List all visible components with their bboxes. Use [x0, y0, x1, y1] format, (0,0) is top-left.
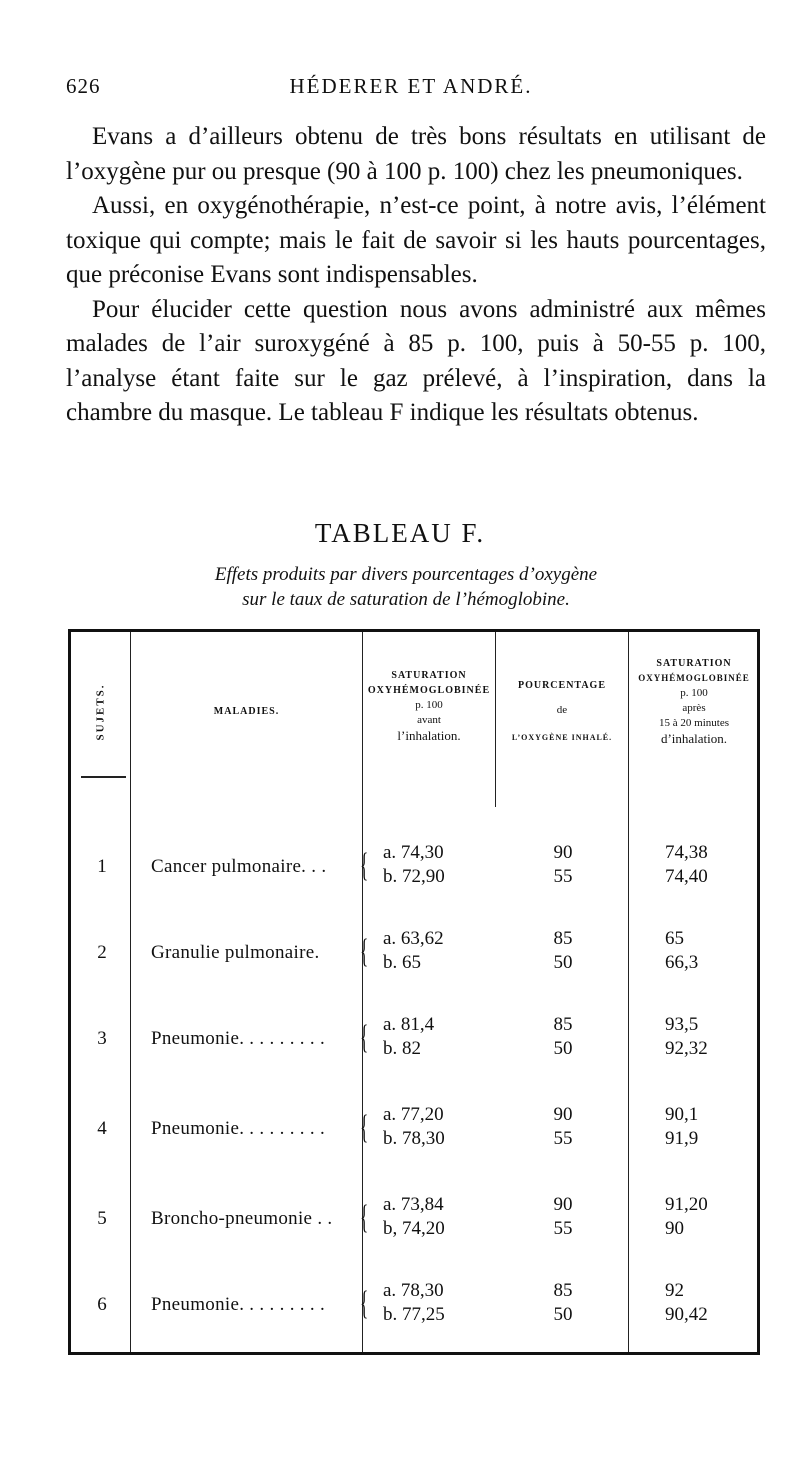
row-sat-a: a. 77,20 — [383, 1104, 444, 1125]
header-saturation-before: SATURATION OXYHÉMOGLOBINÉE p. 100 avant l’inhalation. — [367, 670, 491, 743]
row-pct-a: 85 — [553, 1014, 573, 1035]
paragraph: Evans a d’ailleurs obtenu de très bons résultats en utilisant de l’oxygène pur ou presque (90 à 100 p. 100) chez les pneumoniques. — [66, 123, 766, 185]
row-after-a: 65 — [665, 928, 684, 949]
row-sat-b: b. 72,90 — [383, 866, 445, 887]
row-maladie: Granulie pulmonaire. — [151, 942, 320, 963]
row-maladie: Pneumonie. . . . . . . . . — [151, 1294, 326, 1315]
table-caption-line: sur le taux de saturation de l’hémoglobine. — [242, 589, 570, 610]
row-pct-b: 50 — [553, 952, 573, 973]
brace-icon: { — [360, 933, 369, 970]
row-maladie: Pneumonie. . . . . . . . . — [151, 1118, 326, 1139]
header-rule — [81, 776, 126, 778]
row-sat-b: b, 74,20 — [383, 1218, 445, 1239]
header-pourcentage: POURCENTAGE de L’OXYGÈNE INHALÉ. — [511, 680, 613, 742]
row-after-a: 92 — [665, 1280, 684, 1301]
header-sujets: SUJETS. — [94, 683, 107, 741]
row-pct-b: 55 — [553, 866, 573, 887]
row-after-b: 74,40 — [665, 866, 708, 887]
brace-icon: { — [360, 1109, 369, 1146]
header-saturation-after: SATURATION OXYHÉMOGLOBINÉE p. 100 après 15 à 20 minutes d’inhalation. — [638, 658, 750, 746]
table-caption — [0, 562, 800, 612]
row-pct-b: 50 — [553, 1038, 573, 1059]
row-sat-a: a. 81,4 — [383, 1014, 435, 1035]
row-pct-a: 85 — [553, 928, 573, 949]
table-title: TABLEAU F. — [314, 518, 486, 548]
row-pct-b: 55 — [553, 1128, 573, 1149]
running-title: HÉDERER ET ANDRÉ. — [289, 74, 533, 98]
row-after-a: 90,1 — [665, 1104, 699, 1125]
row-after-b: 92,32 — [665, 1038, 708, 1059]
row-maladie: Broncho-pneumonie . . — [151, 1208, 333, 1229]
table-row — [71, 1008, 757, 1078]
table-row — [71, 836, 757, 906]
row-after-a: 93,5 — [665, 1014, 699, 1035]
page-header — [66, 74, 756, 104]
row-sat-a: a. 73,84 — [383, 1194, 444, 1215]
row-sat-b: b. 77,25 — [383, 1304, 445, 1325]
row-sat-a: a. 63,62 — [383, 928, 444, 949]
table-row — [71, 1274, 757, 1344]
row-number: 4 — [97, 1118, 107, 1139]
paragraph: Aussi, en oxygénothérapie, n’est-ce point, à notre avis, l’élément toxique qui compte; mais le fait de savoir si les hauts pourcentages, que préconise Evans sont indispensables. — [66, 192, 766, 288]
table-caption-line: Effets produits par divers pourcentages d’oxygène — [214, 564, 598, 585]
table-row — [71, 1188, 757, 1258]
row-after-b: 90 — [665, 1218, 684, 1239]
table-row — [71, 1098, 757, 1168]
row-pct-a: 85 — [553, 1280, 573, 1301]
header-maladies: MALADIES. — [213, 706, 280, 717]
row-after-a: 91,20 — [665, 1194, 708, 1215]
brace-icon: { — [360, 1285, 369, 1322]
row-sat-b: b. 82 — [383, 1038, 421, 1059]
row-pct-a: 90 — [553, 1194, 573, 1215]
brace-icon: { — [360, 847, 369, 884]
brace-icon: { — [360, 1019, 369, 1056]
row-pct-a: 90 — [553, 842, 573, 863]
row-sat-b: b. 65 — [383, 952, 421, 973]
row-after-b: 90,42 — [665, 1304, 708, 1325]
table-row — [71, 922, 757, 992]
row-number: 2 — [97, 942, 107, 963]
row-sat-b: b. 78,30 — [383, 1128, 445, 1149]
row-number: 5 — [97, 1208, 107, 1229]
data-table — [68, 629, 760, 1355]
row-after-b: 66,3 — [665, 952, 699, 973]
row-number: 6 — [97, 1294, 107, 1315]
row-number: 1 — [97, 856, 107, 877]
row-sat-a: a. 78,30 — [383, 1280, 444, 1301]
paragraph: Pour élucider cette question nous avons administré aux mêmes malades de l’air suroxygéné à 85 p. 100, puis à 50-55 p. 100, l’analyse étant faite sur le gaz prélevé, à l’inspiration, dans la chambre du masque. Le tableau F indique les résultats obtenus. — [66, 295, 766, 426]
row-maladie: Cancer pulmonaire. . . — [151, 856, 327, 877]
row-pct-b: 50 — [553, 1304, 573, 1325]
row-number: 3 — [97, 1028, 107, 1049]
row-maladie: Pneumonie. . . . . . . . . — [151, 1028, 326, 1049]
page-number: 626 — [66, 74, 101, 98]
row-after-a: 74,38 — [665, 842, 708, 863]
row-after-b: 91,9 — [665, 1128, 699, 1149]
row-pct-a: 90 — [553, 1104, 573, 1125]
brace-icon: { — [360, 1199, 369, 1236]
row-pct-b: 55 — [553, 1218, 573, 1239]
body-text — [66, 120, 766, 431]
row-sat-a: a. 74,30 — [383, 842, 444, 863]
